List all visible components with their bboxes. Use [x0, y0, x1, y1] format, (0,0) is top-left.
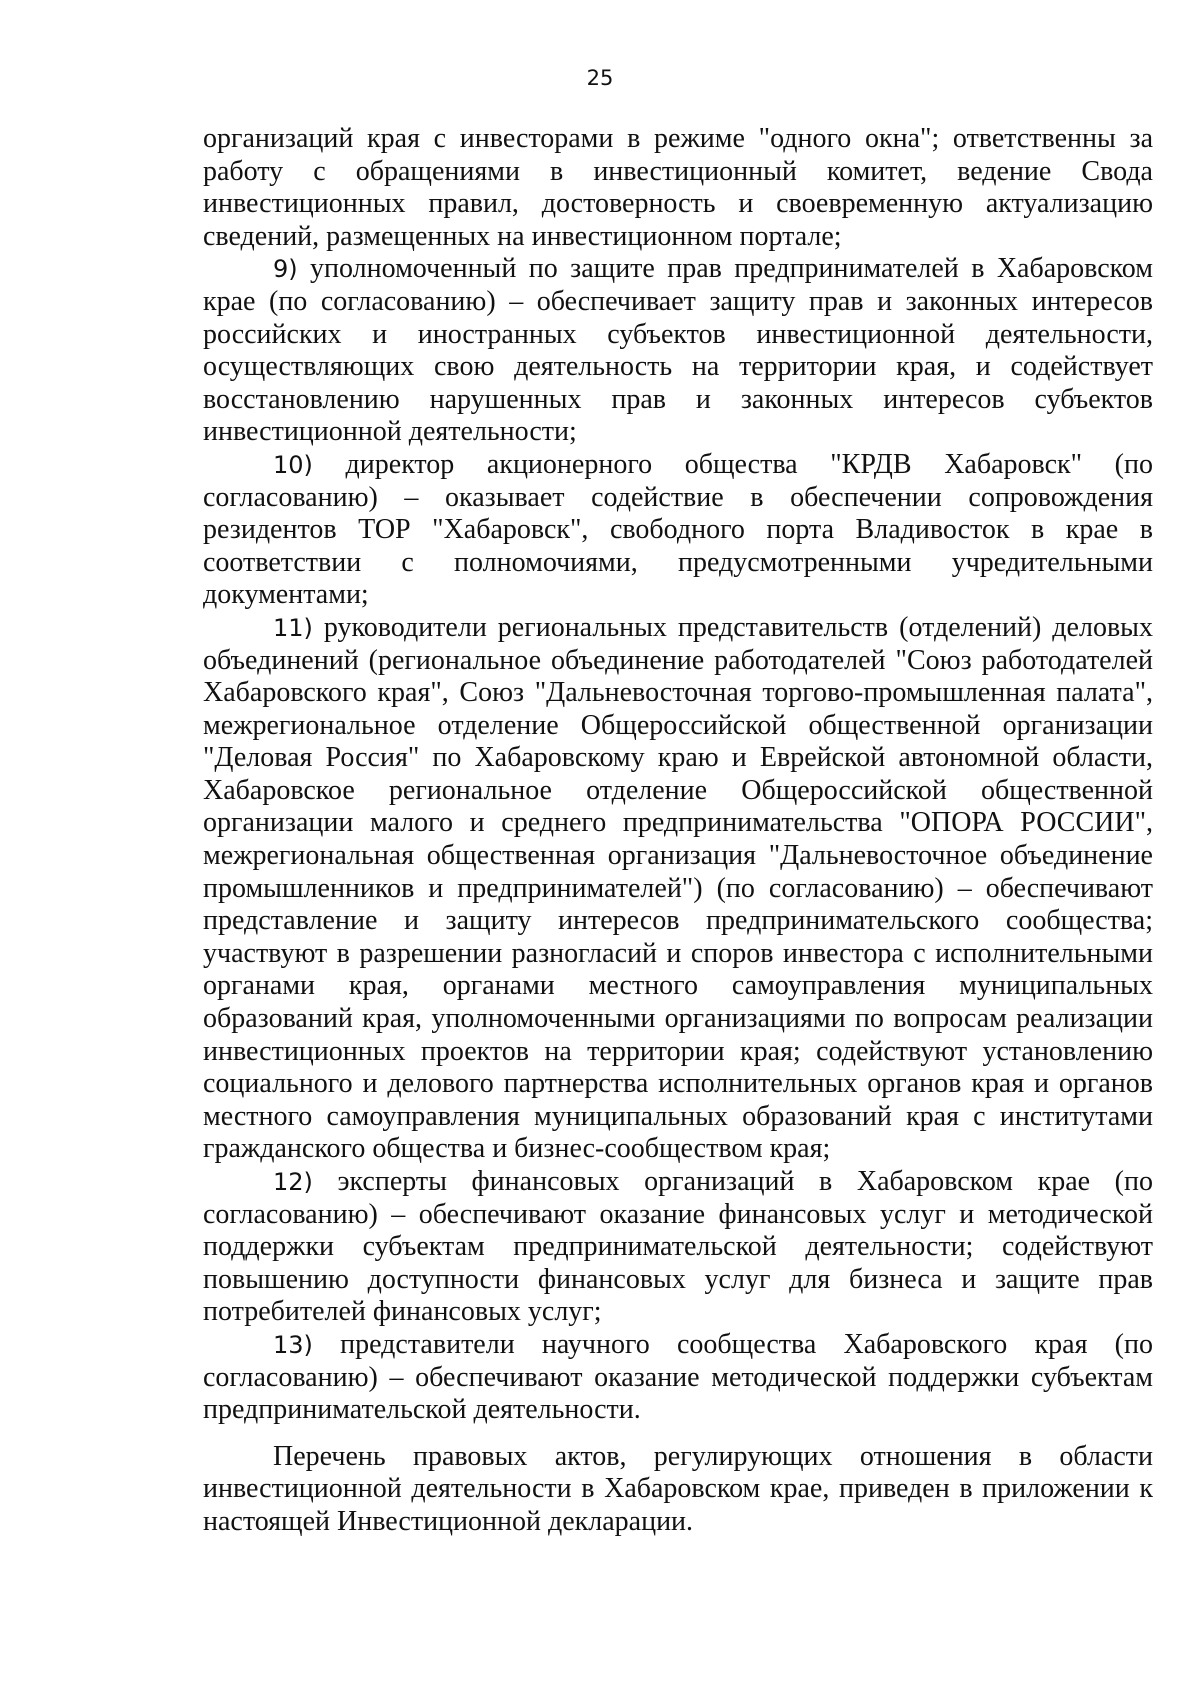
list-item-number: 12) [273, 1168, 313, 1196]
list-item-9 [203, 253, 1153, 449]
list-item-text: эксперты финансовых организаций в Хабаровском крае (по согласованию) – обеспечивают оказание финансовых услуг и методической поддержки субъектам предпринимательской деятельности; содействуют повышению доступности финансовых услуг для бизнеса и защите прав потребителей финансовых услуг; [203, 1166, 1153, 1328]
list-item-number: 10) [273, 450, 313, 479]
list-item-11 [203, 612, 1153, 1166]
list-item-text: представители научного сообщества Хабаровского края (по согласованию) – обеспечивают оказание методической поддержки субъектам предпринимательской деятельности. [203, 1328, 1153, 1426]
list-item-number: 9) [273, 255, 298, 284]
paragraph-text: Перечень правовых актов, регулирующих отношения в области инвестиционной деятельности в Хабаровском крае, приведен в приложении к настоящей Инвестиционной декларации. [203, 1440, 1153, 1537]
document-body [203, 123, 1153, 1539]
list-item-text: директор акционерного общества "КРДВ Хабаровск" (по согласованию) – оказывает содействие в обеспечении сопровождения резидентов ТОР "Хабаровск", свободного порта Владивосток в крае в соответствии с полномочиями, предусмотренными учредительными документами; [203, 448, 1153, 611]
list-item-10 [203, 449, 1153, 612]
list-item-text: руководители региональных представительств (отделений) деловых объединений (региональное объединение работодателей "Союз работодателей Хабаровского края", Союз "Дальневосточная торгово-промышленная палата", межрегиональное отделение Общероссийской общественной организации "Деловая Россия" по Хабаровскому краю и Еврейской автономной области, Хабаровское региональное отделение Общероссийской общественной организации малого и среднего предпринимательства "ОПОРА РОССИИ", межрегиональная общественная организация "Дальневосточное объединение промышленников и предпринимателей") (по согласованию) – обеспечивают представление и защиту интересов предпринимательского сообщества; участвуют в разрешении разногласий и споров инвестора с исполнительными органами края, органами местного самоуправления муниципальных образований края, уполномоченными организациями по вопросам реализации инвестиционных проектов на территории края; содействуют установлению социального и делового партнерства исполнительных органов края и органов местного самоуправления муниципальных образований края с институтами гражданского общества и бизнес-сообществом края; [203, 611, 1153, 1165]
list-item-13 [203, 1329, 1153, 1427]
list-item-number: 11) [273, 613, 313, 642]
paragraph-continuation [203, 123, 1153, 253]
paragraph-text: организаций края с инвесторами в режиме "одного окна"; ответственны за работу с обращениями в инвестиционный комитет, ведение Свода инвестиционных правил, достоверность и своевременную актуализацию сведений, размещенных на инвестиционном портале; [203, 123, 1153, 252]
list-item-number: 13) [273, 1330, 313, 1359]
list-item-text: уполномоченный по защите прав предпринимателей в Хабаровском крае (по согласованию) – обеспечивает защиту прав и законных интересов российских и иностранных субъектов инвестиционной деятельности, осуществляющих свою деятельность на территории края, и содействует восстановлению нарушенных прав и законных интересов субъектов инвестиционной деятельности; [203, 253, 1153, 448]
page-number: 25 [586, 66, 614, 90]
closing-paragraph [203, 1441, 1153, 1539]
list-item-12 [203, 1166, 1153, 1329]
